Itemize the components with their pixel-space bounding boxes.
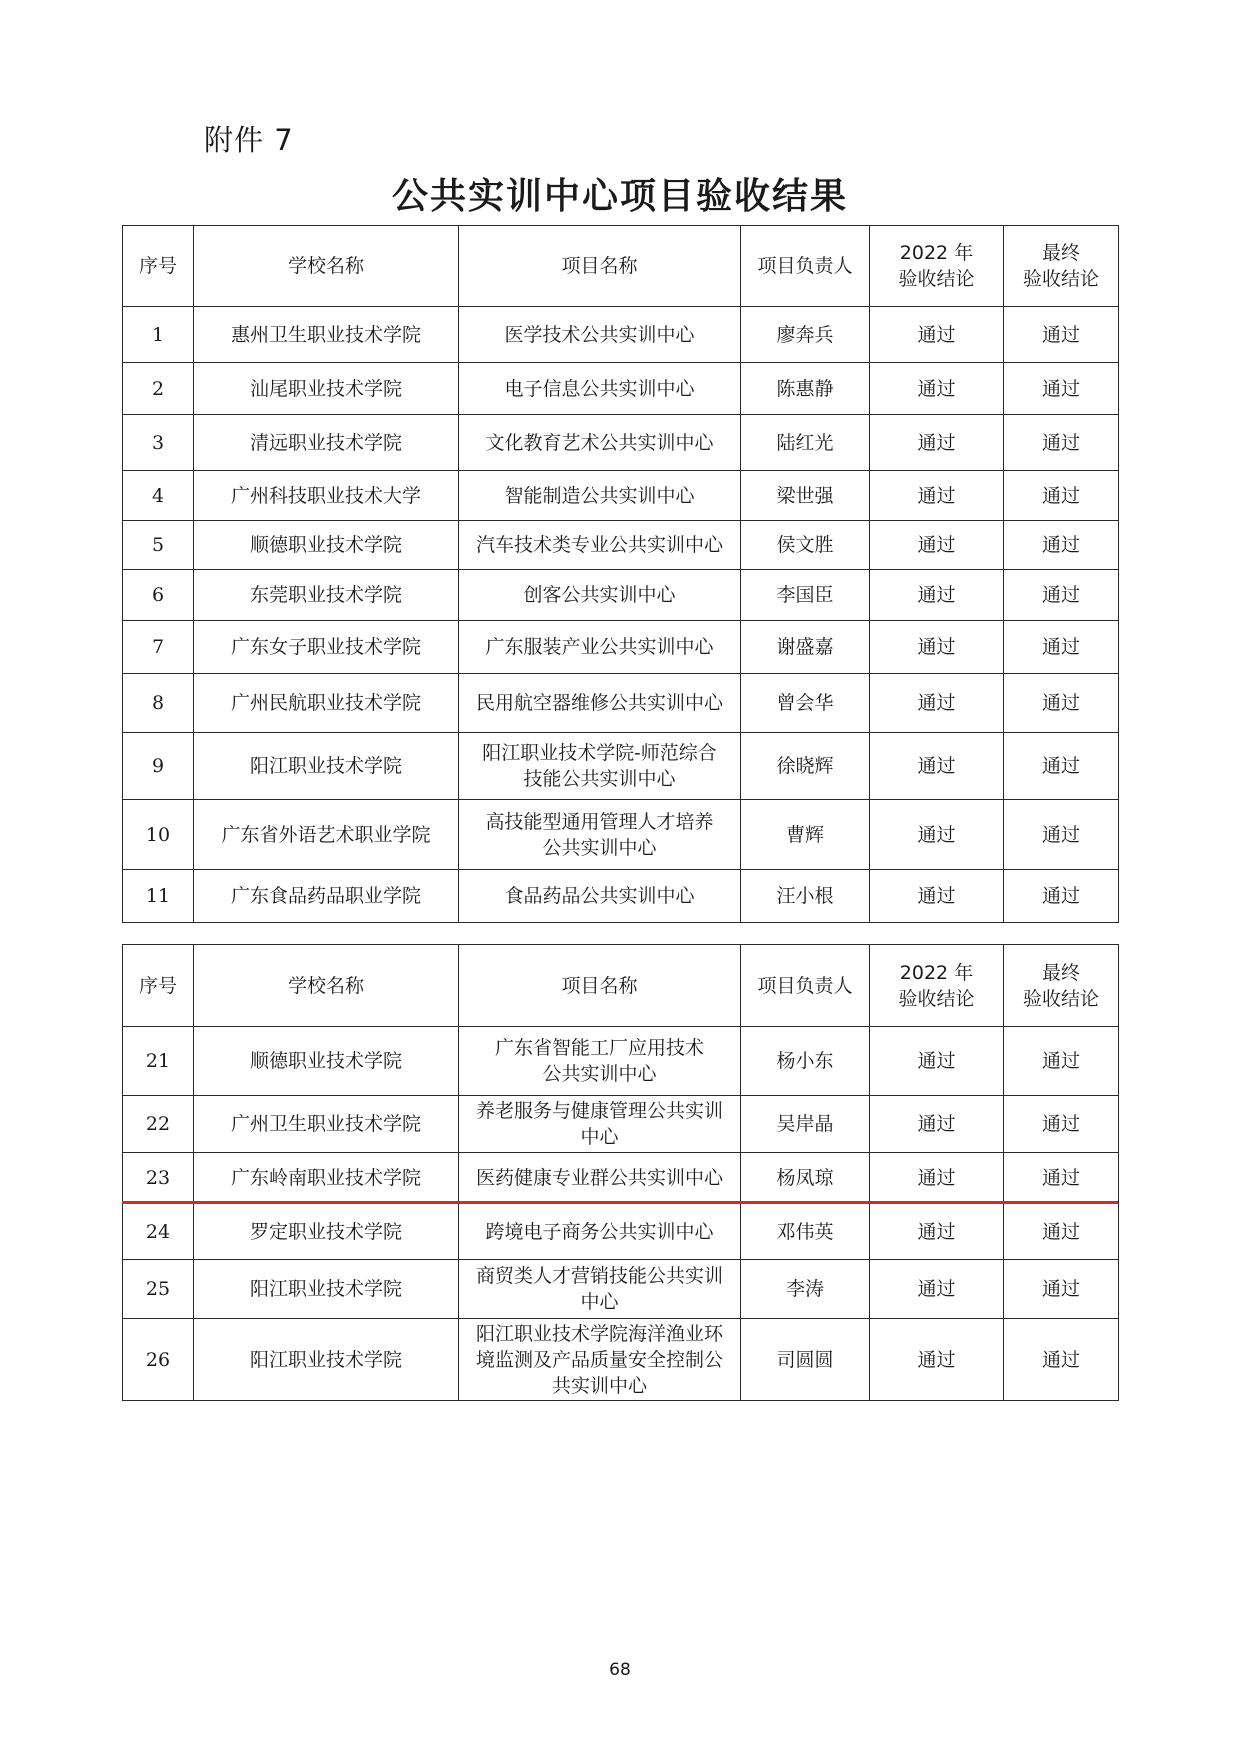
header-final-result-line2: 验收结论 — [1022, 268, 1099, 290]
cell-school: 广东食品药品职业学院 — [194, 870, 459, 923]
cell-final-result: 通过 — [1004, 674, 1119, 733]
cell-2022-result: 通过 — [870, 471, 1004, 521]
cell-seq: 5 — [123, 521, 194, 570]
table-row — [123, 1027, 1119, 1096]
cell-final-result: 通过 — [1004, 1319, 1119, 1401]
cell-leader: 李涛 — [741, 1260, 870, 1319]
cell-2022-result: 通过 — [870, 1319, 1004, 1401]
cell-seq: 3 — [123, 415, 194, 471]
cell-2022-result: 通过 — [870, 1260, 1004, 1319]
cell-project: 民用航空器维修公共实训中心 — [459, 674, 741, 733]
cell-final-result: 通过 — [1004, 1153, 1119, 1204]
header-final-result-line1: 最终 — [1041, 961, 1080, 984]
cell-seq: 23 — [123, 1153, 194, 1204]
cell-project — [459, 733, 741, 800]
cell-project: 电子信息公共实训中心 — [459, 363, 741, 415]
cell-seq: 25 — [123, 1260, 194, 1319]
table-row — [123, 415, 1119, 471]
table-row — [123, 1204, 1119, 1260]
table-row — [123, 1319, 1119, 1401]
cell-project-line: 共实训中心 — [551, 1374, 647, 1397]
table-header-row — [123, 226, 1119, 307]
cell-seq: 24 — [123, 1204, 194, 1260]
cell-project — [459, 1260, 741, 1319]
cell-project: 智能制造公共实训中心 — [459, 471, 741, 521]
cell-seq: 10 — [123, 800, 194, 870]
cell-leader: 司圆圆 — [741, 1319, 870, 1401]
cell-project-line: 中心 — [580, 1291, 619, 1313]
header-school: 学校名称 — [194, 226, 459, 307]
cell-final-result: 通过 — [1004, 800, 1119, 870]
page-number: 68 — [609, 1660, 631, 1680]
cell-project-line: 阳江职业技术学院海洋渔业环 — [475, 1322, 723, 1345]
header-leader: 项目负责人 — [741, 945, 870, 1027]
header-final-result-line1: 最终 — [1041, 242, 1080, 264]
cell-school: 广州科技职业技术大学 — [194, 471, 459, 521]
cell-leader: 陈惠静 — [741, 363, 870, 415]
cell-2022-result: 通过 — [870, 363, 1004, 415]
cell-final-result: 通过 — [1004, 307, 1119, 363]
cell-school: 阳江职业技术学院 — [194, 1319, 459, 1401]
cell-project — [459, 1319, 741, 1401]
cell-final-result: 通过 — [1004, 1204, 1119, 1260]
header-2022-result-line2: 验收结论 — [898, 987, 975, 1010]
header-2022-result-line2: 验收结论 — [898, 268, 975, 290]
header-project: 项目名称 — [459, 945, 741, 1027]
cell-seq: 21 — [123, 1027, 194, 1096]
header-project: 项目名称 — [459, 226, 741, 307]
cell-project: 医药健康专业群公共实训中心 — [459, 1153, 741, 1204]
cell-2022-result: 通过 — [870, 307, 1004, 363]
cell-project-line: 公共实训中心 — [542, 1063, 657, 1085]
table-row — [123, 471, 1119, 521]
table-row — [123, 733, 1119, 800]
cell-school: 广州民航职业技术学院 — [194, 674, 459, 733]
attachment-label: 附件 7 — [204, 123, 294, 157]
cell-project — [459, 1027, 741, 1096]
header-seq: 序号 — [123, 226, 194, 307]
cell-leader: 曾会华 — [741, 674, 870, 733]
table-row — [123, 570, 1119, 621]
table-row — [123, 870, 1119, 923]
cell-final-result: 通过 — [1004, 363, 1119, 415]
cell-2022-result: 通过 — [870, 1153, 1004, 1204]
cell-final-result: 通过 — [1004, 570, 1119, 621]
header-final-result — [1004, 226, 1119, 307]
cell-project: 医学技术公共实训中心 — [459, 307, 741, 363]
cell-2022-result: 通过 — [870, 800, 1004, 870]
cell-leader: 杨小东 — [741, 1027, 870, 1096]
cell-leader: 侯文胜 — [741, 521, 870, 570]
cell-school: 东莞职业技术学院 — [194, 570, 459, 621]
cell-school: 广东省外语艺术职业学院 — [194, 800, 459, 870]
cell-leader: 曹辉 — [741, 800, 870, 870]
cell-2022-result: 通过 — [870, 733, 1004, 800]
cell-project — [459, 1096, 741, 1153]
cell-project-line: 广东省智能工厂应用技术 — [494, 1037, 704, 1059]
cell-final-result: 通过 — [1004, 1027, 1119, 1096]
cell-project: 跨境电子商务公共实训中心 — [459, 1204, 741, 1260]
cell-project-line: 高技能型通用管理人才培养 — [485, 810, 714, 833]
cell-project-line: 商贸类人才营销技能公共实训 — [475, 1265, 723, 1287]
header-2022-result-line1: 2022 年 — [899, 961, 974, 984]
cell-leader: 杨凤琼 — [741, 1153, 870, 1204]
header-school: 学校名称 — [194, 945, 459, 1027]
cell-seq: 9 — [123, 733, 194, 800]
cell-project-line: 中心 — [580, 1126, 619, 1148]
cell-leader: 李国臣 — [741, 570, 870, 621]
results-table-2 — [122, 944, 1119, 1401]
cell-school: 广东岭南职业技术学院 — [194, 1153, 459, 1204]
cell-leader: 吴岸晶 — [741, 1096, 870, 1153]
cell-final-result: 通过 — [1004, 621, 1119, 674]
cell-school: 顺德职业技术学院 — [194, 521, 459, 570]
cell-school: 罗定职业技术学院 — [194, 1204, 459, 1260]
table-header-row — [123, 945, 1119, 1027]
table-row — [123, 1260, 1119, 1319]
cell-leader: 徐晓辉 — [741, 733, 870, 800]
cell-school: 顺德职业技术学院 — [194, 1027, 459, 1096]
table-row — [123, 674, 1119, 733]
cell-final-result: 通过 — [1004, 415, 1119, 471]
cell-project-line: 阳江职业技术学院-师范综合 — [482, 742, 717, 764]
cell-project-line: 技能公共实训中心 — [523, 768, 676, 790]
cell-leader: 汪小根 — [741, 870, 870, 923]
cell-final-result: 通过 — [1004, 521, 1119, 570]
header-leader: 项目负责人 — [741, 226, 870, 307]
cell-project: 汽车技术类专业公共实训中心 — [459, 521, 741, 570]
cell-school: 广东女子职业技术学院 — [194, 621, 459, 674]
header-final-result — [1004, 945, 1119, 1027]
header-2022-result — [870, 945, 1004, 1027]
cell-project — [459, 800, 741, 870]
cell-project: 文化教育艺术公共实训中心 — [459, 415, 741, 471]
table-row — [123, 1153, 1119, 1204]
cell-school: 清远职业技术学院 — [194, 415, 459, 471]
header-seq: 序号 — [123, 945, 194, 1027]
cell-seq: 26 — [123, 1319, 194, 1401]
cell-seq: 6 — [123, 570, 194, 621]
table-row — [123, 621, 1119, 674]
cell-2022-result: 通过 — [870, 621, 1004, 674]
cell-project: 食品药品公共实训中心 — [459, 870, 741, 923]
cell-project-line: 公共实训中心 — [542, 836, 657, 859]
cell-final-result: 通过 — [1004, 471, 1119, 521]
cell-2022-result: 通过 — [870, 1096, 1004, 1153]
cell-school: 阳江职业技术学院 — [194, 733, 459, 800]
red-highlight-line — [122, 1201, 1118, 1204]
cell-seq: 1 — [123, 307, 194, 363]
cell-project: 创客公共实训中心 — [459, 570, 741, 621]
cell-2022-result: 通过 — [870, 870, 1004, 923]
cell-seq: 2 — [123, 363, 194, 415]
table-row — [123, 800, 1119, 870]
results-table-1 — [122, 225, 1119, 923]
cell-school: 惠州卫生职业技术学院 — [194, 307, 459, 363]
cell-leader: 陆红光 — [741, 415, 870, 471]
page-title: 公共实训中心项目验收结果 — [391, 176, 848, 217]
cell-seq: 8 — [123, 674, 194, 733]
cell-project-line: 境监测及产品质量安全控制公 — [475, 1348, 723, 1371]
cell-project-line: 养老服务与健康管理公共实训 — [475, 1100, 723, 1122]
cell-2022-result: 通过 — [870, 415, 1004, 471]
table-row — [123, 363, 1119, 415]
header-2022-result — [870, 226, 1004, 307]
table-row — [123, 307, 1119, 363]
cell-seq: 22 — [123, 1096, 194, 1153]
cell-leader: 廖奔兵 — [741, 307, 870, 363]
cell-school: 广州卫生职业技术学院 — [194, 1096, 459, 1153]
cell-final-result: 通过 — [1004, 733, 1119, 800]
header-2022-result-line1: 2022 年 — [899, 242, 974, 264]
cell-2022-result: 通过 — [870, 521, 1004, 570]
cell-final-result: 通过 — [1004, 1096, 1119, 1153]
cell-leader: 邓伟英 — [741, 1204, 870, 1260]
cell-2022-result: 通过 — [870, 570, 1004, 621]
cell-seq: 11 — [123, 870, 194, 923]
table-row — [123, 521, 1119, 570]
header-final-result-line2: 验收结论 — [1022, 987, 1099, 1010]
cell-school: 阳江职业技术学院 — [194, 1260, 459, 1319]
cell-2022-result: 通过 — [870, 1204, 1004, 1260]
cell-school: 汕尾职业技术学院 — [194, 363, 459, 415]
cell-2022-result: 通过 — [870, 1027, 1004, 1096]
cell-seq: 7 — [123, 621, 194, 674]
table-row — [123, 1096, 1119, 1153]
cell-2022-result: 通过 — [870, 674, 1004, 733]
cell-leader: 谢盛嘉 — [741, 621, 870, 674]
cell-final-result: 通过 — [1004, 870, 1119, 923]
cell-project: 广东服装产业公共实训中心 — [459, 621, 741, 674]
cell-leader: 梁世强 — [741, 471, 870, 521]
cell-seq: 4 — [123, 471, 194, 521]
cell-final-result: 通过 — [1004, 1260, 1119, 1319]
